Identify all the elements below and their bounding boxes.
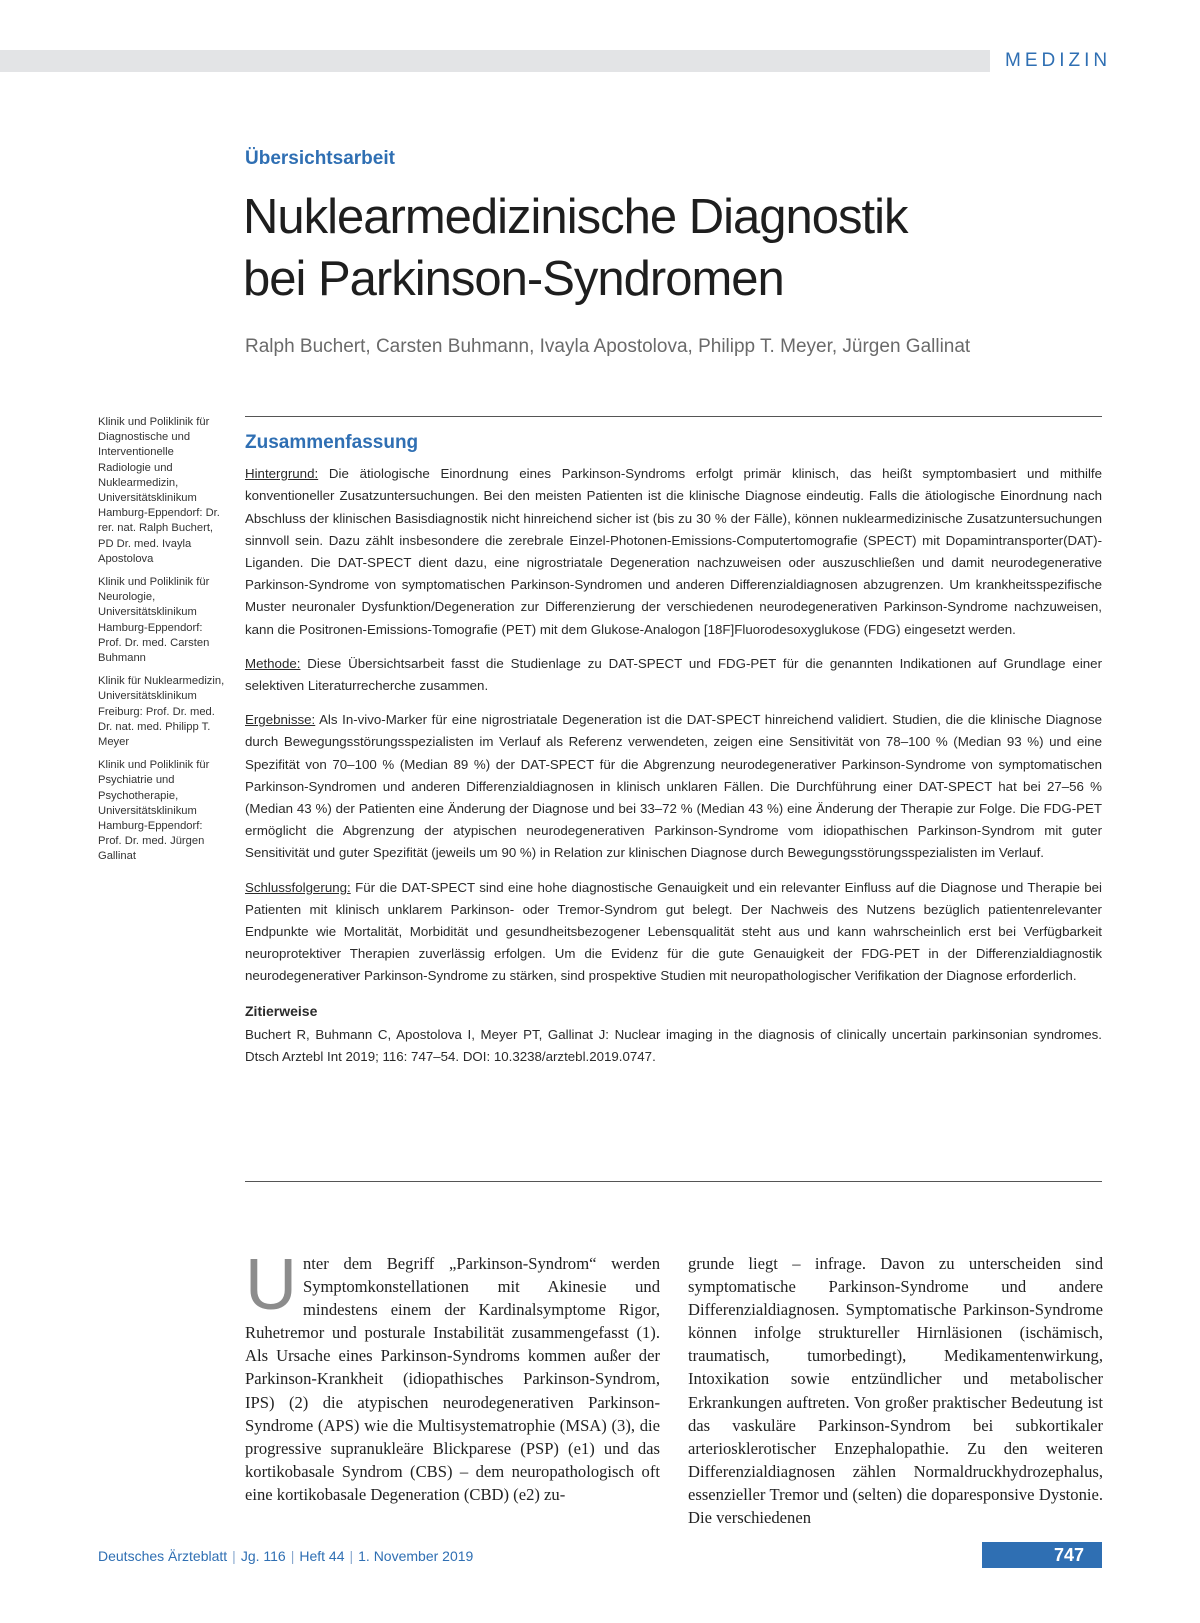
results-text: Als In-vivo-Marker für eine nigrostriatale Degeneration ist die DAT-SPECT hinreichend validiert. Studien, die die klinische Diagnose durch Bewegungsstörungsspezialisten im Verlauf als Referenz verwendeten, zeigen eine Sensitivität von 78–100 % (Median 93 %) und eine Spezifität von 70–100 % (Median 89 %) der DAT-SPECT für die Abgrenzung neurodegenerativer Parkinson-Syndrome von symptomatischen Parkinson-Syndromen und anderen Differenzialdiagnosen in klinisch unklaren Fällen. Die Durchführung einer DAT-SPECT hat bei 27–56 % (Median 43 %) der Patienten eine Änderung der Diagnose und bei 33–72 % (Median 43 %) eine Änderung der Therapie zur Folge. Die FDG-PET ermöglicht die Abgrenzung der atypischen neurodegenerativen Parkinson-Syndrome vom idiopathischen Parkinson-Syndrom mit guter Sensitivität und guter Spezifität (jeweils um 90 %) in Relation zur klinischen Diagnose durch Bewegungsstörungsspezialisten im Verlauf.: [245, 712, 1102, 861]
divider: [245, 416, 1102, 417]
article-title: [243, 186, 1143, 310]
drop-cap: U: [245, 1245, 297, 1325]
abstract-background: [245, 463, 1102, 641]
affiliation: Klinik und Poliklinik für Psychiatrie und Psychotherapie, Universitätsklinikum Hamburg-Eppendorf: Prof. Dr. med. Jürgen Gallinat: [98, 759, 210, 863]
header-bar: [0, 50, 990, 72]
conclusion-label: Schlussfolgerung:: [245, 879, 351, 895]
footer-citation: Deutsches Ärzteblatt | Jg. 116 | Heft 44 | 1. November 2019: [98, 1548, 474, 1564]
body-column-2: [688, 1252, 1103, 1529]
affiliation: Klinik für Nuklearmedizin, Universitätsklinikum Freiburg: Prof. Dr. med. Dr. nat. med. Philipp T. Meyer: [98, 675, 225, 749]
issue: Heft 44: [299, 1548, 345, 1564]
conclusion-text: Für die DAT-SPECT sind eine hohe diagnostische Genauigkeit und ein relevanter Einfluss auf die Diagnose und Therapie bei Patienten mit klinisch unklarem Parkinson- oder Tremor-Syndrom gut belegt. Der Nachweis des Nutzens bezüglich patientenrelevanter Endpunkte wie Mortalität, Morbidität und gesundheitsbezogener Lebensqualität steht aus und kann wahrscheinlich erst bei Verfügbarkeit neuroprotektiver Therapien zuverlässig erfolgen. Um die Evidenz für die gute Genauigkeit der FDG-PET in der Differenzialdiagnostik neurodegenerativer Parkinson-Syndrome zu stärken, sind prospektive Studien mit neuropathologischer Verifikation der Diagnose erforderlich.: [245, 879, 1102, 984]
abstract-method: [245, 653, 1102, 697]
affiliation: Klinik und Poliklinik für Neurologie, Universitätsklinikum Hamburg-Eppendorf: Prof. Dr. med. Carsten Buhmann: [98, 576, 210, 665]
author-list: Ralph Buchert, Carsten Buhmann, Ivayla Apostolova, Philipp T. Meyer, Jürgen Gallinat: [245, 336, 971, 357]
abstract-results: [245, 709, 1102, 864]
body-column-1: [245, 1245, 660, 1506]
section-label: MEDIZIN: [1005, 50, 1112, 71]
method-label: Methode:: [245, 655, 301, 671]
abstract: [245, 430, 1102, 1080]
results-label: Ergebnisse:: [245, 712, 316, 728]
title-line-1: Nuklearmedizinische Diagnostik: [243, 190, 908, 244]
article-type: Übersichtsarbeit: [245, 148, 395, 169]
affiliations: [98, 415, 228, 873]
abstract-heading: Zusammenfassung: [245, 432, 419, 453]
citation-heading: Zitierweise: [245, 1002, 318, 1019]
background-text: Die ätiologische Einordnung eines Parkinson-Syndroms erfolgt primär klinisch, das heißt symptombasiert und mithilfe konventioneller Zusatzuntersuchungen. Bei den meisten Patienten ist die klinische Diagnose eindeutig. Falls die ätiologische Einordnung nach Abschluss der klinischen Basisdiagnostik nicht hinreichend sicher ist (bis zu 30 % der Fälle), können nuklearmedizinische Zusatzuntersuchungen sinnvoll sein. Dazu zählt insbesondere die zerebrale Einzel-Photonen-Emissions-Computertomografie (SPECT) mit Dopamintransporter(DAT)-Liganden. Die DAT-SPECT dient dazu, eine nigrostriatale Degeneration nachzuweisen oder auszuschließen und damit neurodegenerative Parkinson-Syndrome von symptomatischen Parkinson-Syndromen und anderen Differenzialdiagnosen abzugrenzen. Um krankheitsspezifische Muster neuronaler Dysfunktion/Degeneration zur Differenzierung der verschiedenen neurodegenerativen Parkinson-Syndrome nachzuweisen, kann die Positronen-Emissions-Tomografie (PET) mit dem Glukose-Analogon [18F]Fluorodesoxyglukose (FDG) eingesetzt werden.: [245, 466, 1102, 637]
method-text: Diese Übersichtsarbeit fasst die Studienlage zu DAT-SPECT und FDG-PET für die genannten Indikationen auf Grundlage einer selektiven Literaturrecherche zusammen.: [245, 655, 1102, 694]
page-number: 747: [982, 1542, 1102, 1568]
citation-text: Buchert R, Buhmann C, Apostolova I, Meyer PT, Gallinat J: Nuclear imaging in the diagnosis of clinically uncertain parkinsonian syndromes. Dtsch Arztebl Int 2019; 116: 747–54. DOI: 10.3238/arztebl.2019.0747.: [245, 1026, 1102, 1065]
abstract-conclusion: [245, 877, 1102, 988]
background-label: Hintergrund:: [245, 466, 319, 482]
affiliation: Klinik und Poliklinik für Diagnostische und Interventionelle Radiologie und Nuklearmedizin, Universitätsklinikum Hamburg-Eppendorf: Dr. rer. nat. Ralph Buchert, PD Dr. med. Ivayla Apostolova: [98, 416, 220, 565]
issue-date: 1. November 2019: [358, 1548, 474, 1564]
journal-name: Deutsches Ärzteblatt: [98, 1548, 228, 1564]
body-text: grunde liegt – infrage. Davon zu unterscheiden sind symptomatische Parkinson-Syndrome und andere Differenzialdiagnosen. Symptomatische Parkinson-Syndrome können infolge struktureller Hirnläsionen (ischämisch, traumatisch, tumorbedingt), Medikamentenwirkung, Intoxikation sowie entzündlicher und metabolischer Erkrankungen auftreten. Von großer praktischer Bedeutung ist das vaskuläre Parkinson-Syndrom bei subkortikaler arteriosklerotischer Enzephalopathie. Zu den weiteren Differenzialdiagnosen zählen Normaldruckhydrozephalus, essenzieller Tremor und (selten) die doparesponsive Dystonie. Die verschiedenen: [688, 1254, 1103, 1528]
title-line-2: bei Parkinson-Syndromen: [243, 252, 784, 306]
body-text: nter dem Begriff „Parkinson-Syndrom“ werden Symptomkonstellationen mit Akinesie und mindestens einem der Kardinalsymptome Rigor, Ruhetremor und posturale Instabilität zusammengefasst (1). Als Ursache eines Parkinson-Syndroms kommen außer der Parkinson-Krankheit (idiopathisches Parkinson-Syndrom, IPS) (2) die atypischen neurodegenerativen Parkinson-Syndrome (APS) wie die Multisystematrophie (MSA) (3), die progressive supranukleäre Blickparese (PSP) (e1) und das kortikobasale Syndrom (CBS) – dem neuropathologisch oft eine kortikobasale Degeneration (CBD) (e2) zu-: [245, 1254, 660, 1504]
divider: [245, 1181, 1102, 1182]
volume: Jg. 116: [240, 1548, 286, 1564]
